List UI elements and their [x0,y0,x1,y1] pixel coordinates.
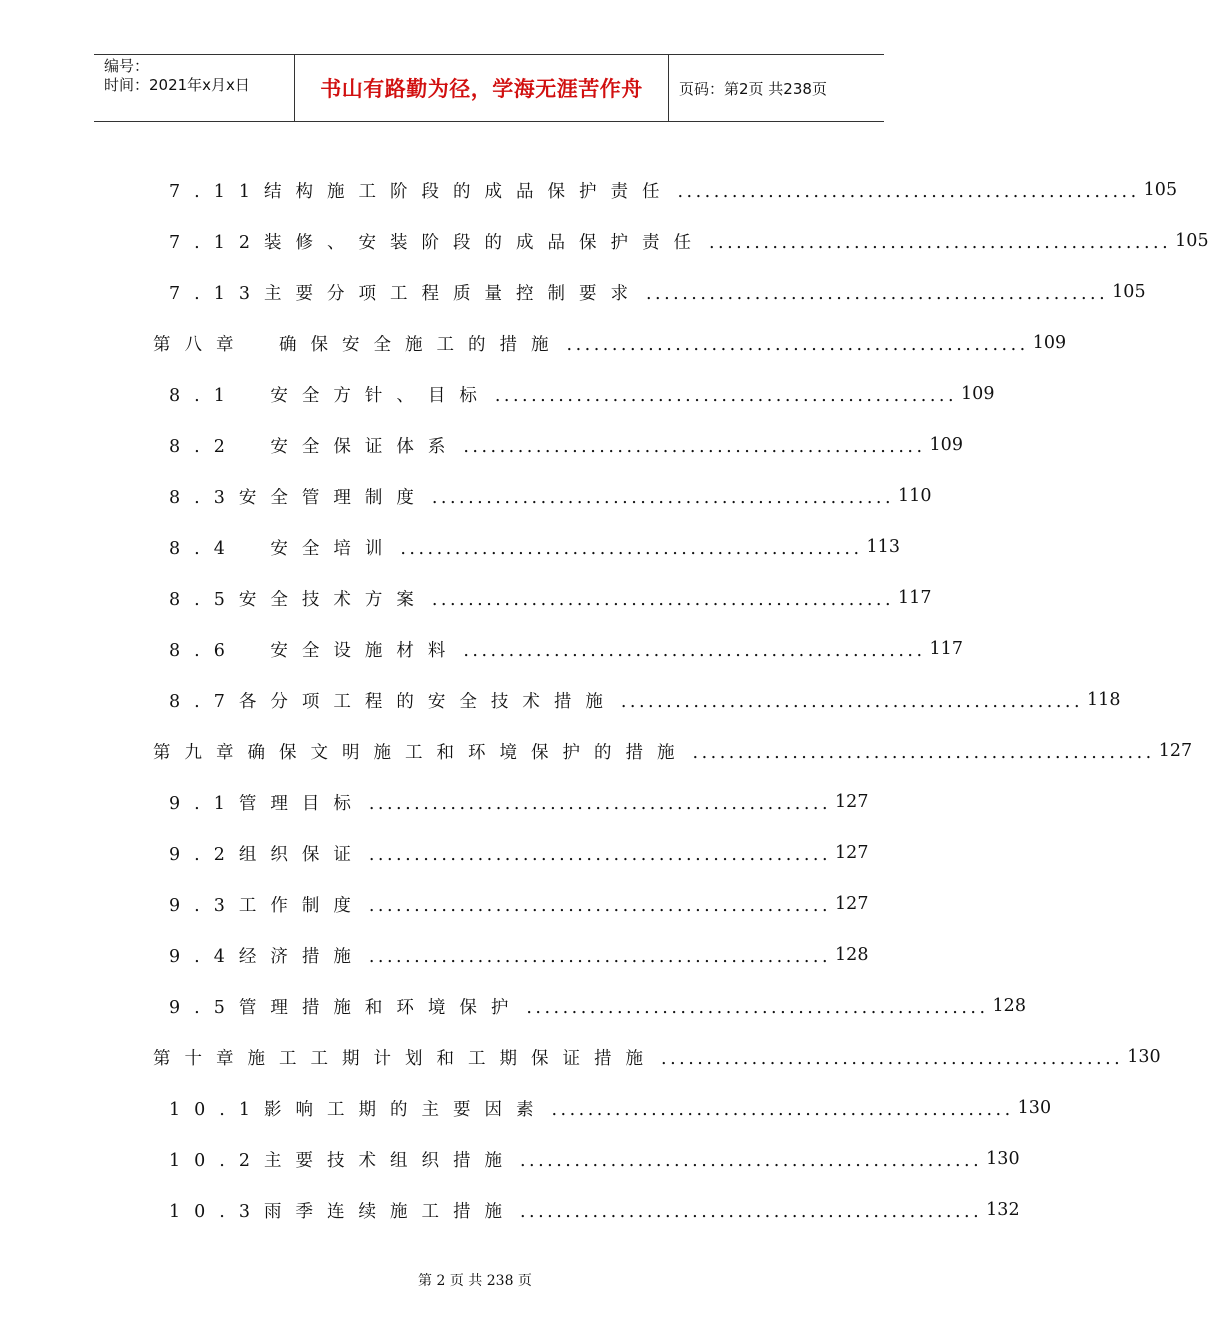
document-date: 时间：2021年x月x日 [104,76,250,94]
toc-leader-dots: ................................................... [431,590,895,610]
toc-entry[interactable] [169,1195,1020,1225]
toc-entry-title: 8.5安全技术方案 [169,589,428,610]
toc-page-number: 110 [898,486,932,506]
toc-entry[interactable] [169,379,995,409]
toc-leader-dots: ................................................... [661,1049,1124,1069]
toc-entry-title: 9.2组织保证 [169,844,365,865]
toc-leader-dots: ................................................... [645,284,1109,304]
toc-entry-title: 8.3安全管理制度 [169,487,428,508]
toc-entry-title: 9.3工作制度 [169,895,365,916]
toc-entry[interactable] [169,889,869,919]
toc-leader-dots: ................................................... [566,335,1029,355]
header-page-info: 页码：第2页 共238页 [679,79,827,98]
toc-entry[interactable] [169,430,963,460]
header-motto: 书山有路勤为径，学海无涯苦作舟 [295,55,669,121]
header-meta [94,55,295,121]
toc-entry[interactable] [169,685,1121,715]
toc-entry[interactable] [169,991,1026,1021]
toc-entry-title: 7.12装修、安装阶段的成品保护责任 [169,232,705,253]
toc-entry-title: 第八章 确保安全施工的措施 [153,334,563,355]
toc-page-number: 130 [1127,1047,1161,1067]
toc-leader-dots: ................................................... [692,743,1155,763]
toc-entry[interactable] [169,634,963,664]
toc-page-number: 132 [986,1200,1020,1220]
toc-entry-title: 8.7各分项工程的安全技术措施 [169,691,617,712]
toc-leader-dots: ................................................... [463,437,926,457]
toc-entry-title: 8.1 安全方针、目标 [169,385,491,406]
toc-leader-dots: ................................................... [463,641,926,661]
toc-page-number: 109 [961,384,995,404]
toc-leader-dots: ................................................... [519,1202,983,1222]
toc-page-number: 105 [1143,180,1178,200]
toc-page-number: 127 [1158,741,1193,761]
toc-leader-dots: ................................................... [519,1151,983,1171]
toc-page-number: 117 [929,639,963,659]
toc-page-number: 118 [1087,690,1121,710]
toc-entry-title: 第九章确保文明施工和环境保护的措施 [153,742,689,763]
toc-page-number: 105 [1112,282,1146,302]
toc-entry-title: 8.4 安全培训 [169,538,397,559]
toc-chapter-entry[interactable] [153,736,1193,766]
toc-entry-title: 8.6 安全设施材料 [169,640,460,661]
toc-entry[interactable] [169,481,932,511]
toc-leader-dots: ................................................... [526,998,989,1018]
toc-page-number: 127 [835,792,869,812]
toc-entry[interactable] [169,787,869,817]
toc-entry-title: 7.13主要分项工程质量控制要求 [169,283,642,304]
toc-entry[interactable] [169,838,869,868]
toc-entry[interactable] [169,277,1146,307]
toc-leader-dots: ................................................... [368,896,832,916]
toc-entry-title: 第十章施工工期计划和工期保证措施 [153,1048,657,1069]
toc-page-number: 109 [1032,333,1067,353]
toc-entry-title: 10.3雨季连续施工措施 [169,1201,516,1222]
toc-entry[interactable] [169,583,932,613]
toc-chapter-entry[interactable] [153,1042,1161,1072]
toc-leader-dots: ................................................... [400,539,863,559]
document-number-label: 编号： [104,57,150,75]
toc-leader-dots: ................................................... [677,182,1140,202]
toc-page-number: 127 [835,894,869,914]
toc-page-number: 113 [866,537,900,557]
toc-page-number: 128 [992,996,1026,1016]
toc-entry-title: 10.2主要技术组织措施 [169,1150,516,1171]
toc-leader-dots: ................................................... [708,233,1172,253]
toc-entry-title: 9.4经济措施 [169,946,365,967]
toc-leader-dots: ................................................... [551,1100,1014,1120]
toc-entry[interactable] [169,1144,1020,1174]
toc-leader-dots: ................................................... [620,692,1084,712]
toc-page-number: 109 [929,435,963,455]
toc-page-number: 127 [835,843,869,863]
toc-leader-dots: ................................................... [368,845,832,865]
toc-page-number: 105 [1175,231,1209,251]
toc-page-number: 130 [986,1149,1020,1169]
toc-chapter-entry[interactable] [153,328,1067,358]
toc-entry-title: 8.2 安全保证体系 [169,436,460,457]
toc-leader-dots: ................................................... [368,794,832,814]
toc-entry[interactable] [169,940,869,970]
toc-entry[interactable] [169,226,1209,256]
toc-leader-dots: ................................................... [368,947,832,967]
toc-leader-dots: ................................................... [494,386,958,406]
toc-entry[interactable] [169,532,900,562]
toc-entry-title: 7.11结构施工阶段的成品保护责任 [169,181,674,202]
toc-page-number: 117 [898,588,932,608]
toc-entry-title: 9.5管理措施和环境保护 [169,997,523,1018]
toc-entry-title: 9.1管理目标 [169,793,365,814]
toc-page-number: 128 [835,945,869,965]
toc-entry[interactable] [169,1093,1052,1123]
toc-page-number: 130 [1017,1098,1052,1118]
page-footer: 第 2 页 共 238 页 [418,1273,532,1289]
toc-entry-title: 10.1影响工期的主要因素 [169,1099,548,1120]
toc-entry[interactable] [169,175,1178,205]
page-header [94,54,884,122]
toc-leader-dots: ................................................... [431,488,895,508]
